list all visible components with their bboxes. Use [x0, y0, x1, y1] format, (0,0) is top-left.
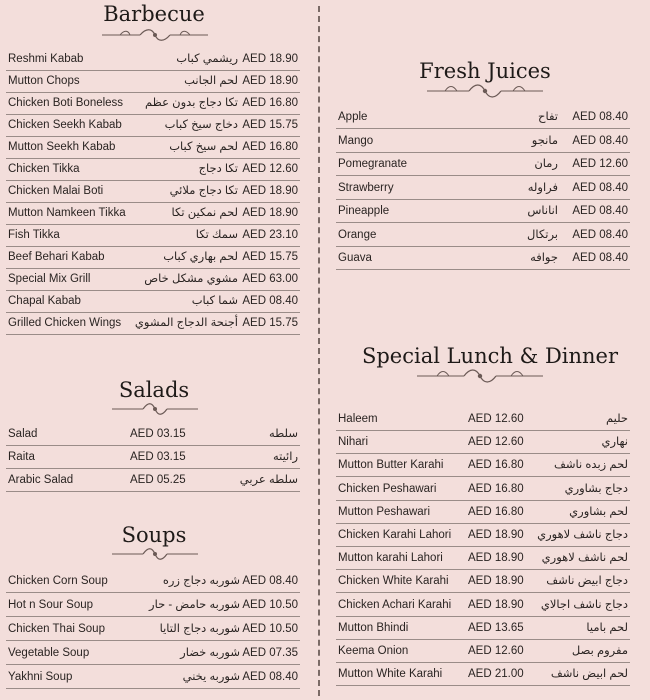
barbecue-section	[0, 0, 310, 340]
menu-row	[336, 549, 630, 570]
item-price: AED 18.90	[468, 598, 524, 611]
item-price: AED 15.75	[242, 251, 298, 263]
lunch-section	[330, 340, 640, 700]
column-divider	[318, 6, 320, 696]
menu-row	[336, 132, 630, 153]
menu-row	[6, 204, 300, 225]
menu-row	[336, 665, 630, 686]
item-name: Fish Tikka	[8, 229, 60, 241]
menu-row	[6, 270, 300, 291]
item-price: AED 08.40	[572, 134, 628, 147]
item-price: AED 18.90	[468, 552, 524, 565]
item-name-arabic: دجاج ناشف اجالاي	[540, 598, 628, 611]
item-name: Arabic Salad	[8, 474, 74, 486]
item-price: AED 15.75	[242, 317, 298, 329]
item-name-arabic: برتكال	[527, 228, 558, 241]
item-name-arabic: رمان	[534, 158, 558, 170]
menu-row	[6, 572, 300, 593]
item-price: AED 18.90	[468, 575, 524, 588]
salads-title: Salads	[118, 378, 190, 402]
menu-row	[336, 202, 630, 223]
item-name-arabic: شما كباب	[191, 295, 238, 307]
item-name: Pineapple	[338, 205, 390, 217]
menu-row	[6, 425, 300, 446]
item-name: Mutton Seekh Kabab	[8, 141, 116, 153]
item-name: Chicken Peshawari	[338, 482, 437, 495]
item-name-arabic: شوربه دجاج التايا	[159, 623, 240, 635]
menu-row	[336, 526, 630, 547]
menu-row	[6, 116, 300, 137]
menu-row	[6, 72, 300, 93]
item-name: Pomegranate	[338, 158, 408, 170]
item-name-arabic: دجاج بشاوري	[564, 482, 628, 495]
item-name: Chapal Kabab	[8, 295, 81, 307]
item-price: AED 23.10	[242, 229, 298, 241]
item-price: AED 12.60	[468, 645, 524, 657]
item-name-arabic: مانجو	[531, 134, 558, 147]
item-name-arabic: لحم ابيض ناشف	[550, 668, 628, 681]
ornament-divider-icon	[110, 547, 200, 561]
item-name-arabic: ريشمي كباب	[176, 53, 238, 65]
item-name: Orange	[338, 228, 377, 241]
item-price: AED 10.50	[242, 623, 298, 635]
lunch-title: Special Lunch & Dinner	[361, 344, 619, 368]
item-name: Chicken Corn Soup	[8, 575, 108, 587]
item-name-arabic: شوربه خضار	[180, 647, 240, 659]
item-price: AED 12.60	[468, 436, 524, 449]
item-name-arabic: شوربه دجاج زره	[162, 575, 240, 587]
menu-row	[6, 50, 300, 71]
item-price: AED 08.40	[572, 205, 628, 217]
item-name: Mutton karahi Lahori	[338, 552, 443, 565]
menu-row	[6, 644, 300, 665]
item-price: AED 18.90	[242, 53, 298, 65]
item-name: Chicken Malai Boti	[8, 185, 104, 197]
item-price: AED 18.90	[242, 207, 298, 219]
ornament-divider-icon	[100, 28, 210, 42]
item-name: Nihari	[338, 436, 369, 449]
item-name-arabic: جوافه	[530, 252, 558, 264]
item-price: AED 18.90	[242, 75, 298, 87]
item-name: Hot n Sour Soup	[8, 599, 94, 611]
item-name-arabic: مفروم بصل	[571, 645, 628, 657]
menu-row	[336, 456, 630, 477]
menu-row	[6, 182, 300, 203]
item-name-arabic: رائيته	[272, 451, 298, 463]
item-name: Apple	[338, 111, 368, 123]
menu-row	[6, 620, 300, 641]
item-price: AED 03.15	[130, 428, 186, 440]
item-name-arabic: دجاج ناشف لاهوري	[537, 529, 628, 541]
item-name-arabic: مشوي مشكل خاص	[144, 273, 238, 285]
menu-row	[6, 160, 300, 181]
item-name-arabic: لحم زبده ناشف	[553, 459, 628, 472]
item-price: AED 18.90	[468, 529, 524, 541]
item-name: Mutton White Karahi	[338, 668, 443, 681]
item-name: Chicken Seekh Kabab	[8, 119, 122, 131]
item-name: Special Mix Grill	[8, 273, 91, 285]
item-name: Chicken White Karahi	[338, 575, 449, 588]
item-name: Haleem	[338, 413, 378, 425]
item-name-arabic: سمك تكا	[195, 229, 238, 241]
item-price: AED 13.65	[468, 621, 524, 634]
ornament-divider-icon	[110, 402, 200, 416]
item-name-arabic: دخاج سيخ كباب	[164, 119, 238, 131]
menu-row	[6, 94, 300, 115]
item-price: AED 12.60	[468, 413, 524, 425]
item-name-arabic: شوربه حامض - حار	[149, 599, 240, 611]
menu-row	[336, 642, 630, 663]
item-price: AED 08.40	[242, 671, 298, 683]
item-price: AED 16.80	[468, 459, 524, 472]
item-name: Salad	[8, 428, 38, 440]
menu-row	[6, 314, 300, 335]
item-name-arabic: لحم سيخ كباب	[169, 141, 238, 153]
item-name: Yakhni Soup	[8, 671, 73, 683]
menu-row	[336, 155, 630, 176]
item-name-arabic: دجاج ابيض ناشف	[546, 575, 628, 588]
menu-row	[6, 226, 300, 247]
item-name: Chicken Karahi Lahori	[338, 529, 452, 541]
menu-row	[6, 292, 300, 313]
item-name-arabic: اناناس	[527, 205, 558, 217]
item-price: AED 16.80	[242, 141, 298, 153]
ornament-divider-icon	[425, 83, 545, 99]
menu-row	[336, 619, 630, 640]
item-price: AED 63.00	[242, 273, 298, 285]
item-price: AED 10.50	[242, 599, 298, 611]
item-name: Vegetable Soup	[8, 647, 90, 659]
menu-row	[336, 480, 630, 501]
menu-row	[6, 138, 300, 159]
item-name: Chicken Boti Boneless	[8, 97, 124, 109]
menu-row	[336, 433, 630, 454]
item-name-arabic: نهاري	[601, 436, 628, 449]
soups-section	[0, 515, 310, 700]
menu-row	[6, 248, 300, 269]
item-name: Mutton Chops	[8, 75, 80, 87]
item-name: Chicken Tikka	[8, 163, 80, 175]
item-name: Raita	[8, 451, 35, 463]
item-price: AED 07.35	[242, 647, 298, 659]
item-name: Beef Behari Kabab	[8, 251, 105, 263]
juices-title: Fresh Juices	[419, 59, 551, 83]
item-name: Mutton Bhindi	[338, 621, 409, 634]
item-price: AED 16.80	[468, 482, 524, 495]
menu-row	[336, 596, 630, 617]
item-name-arabic: لحم نمكين تكا	[171, 207, 238, 219]
salads-section	[0, 370, 310, 500]
item-name-arabic: لحم باميا	[586, 621, 628, 634]
item-price: AED 21.00	[468, 668, 524, 681]
item-name-arabic: تكا دجاج ملائي	[169, 185, 238, 197]
item-name-arabic: لحم بهاري كباب	[163, 251, 238, 263]
soups-title: Soups	[121, 523, 187, 547]
item-price: AED 08.40	[572, 111, 628, 123]
item-name: Mango	[338, 134, 374, 147]
menu-row	[336, 226, 630, 247]
item-price: AED 08.40	[242, 575, 298, 587]
item-name-arabic: حليم	[605, 413, 628, 425]
menu-row	[336, 108, 630, 129]
item-name-arabic: لحم بشاوري	[569, 505, 628, 518]
item-price: AED 05.25	[130, 474, 186, 486]
menu-row	[336, 249, 630, 270]
item-price: AED 08.40	[242, 295, 298, 307]
menu-row	[6, 668, 300, 689]
barbecue-title: Barbecue	[103, 2, 205, 26]
juices-section	[330, 55, 640, 275]
menu-row	[6, 448, 300, 469]
item-name-arabic: لحم الجانب	[184, 75, 238, 87]
item-name: Mutton Butter Karahi	[338, 459, 444, 472]
item-price: AED 12.60	[242, 163, 298, 175]
item-name: Keema Onion	[338, 645, 409, 657]
item-name: Guava	[338, 252, 372, 264]
item-name: Chicken Achari Karahi	[338, 598, 452, 611]
item-name: Mutton Peshawari	[338, 505, 431, 518]
item-price: AED 08.40	[572, 228, 628, 241]
item-price: AED 16.80	[468, 505, 524, 518]
item-price: AED 16.80	[242, 97, 298, 109]
menu-row	[336, 572, 630, 593]
item-name-arabic: لحم ناشف لاهوري	[541, 552, 628, 565]
menu-row	[6, 596, 300, 617]
item-name-arabic: سلطه	[268, 428, 298, 440]
item-name-arabic: شوربه يخني	[182, 671, 240, 683]
item-name: Reshmi Kabab	[8, 53, 84, 65]
item-price: AED 03.15	[130, 451, 186, 463]
item-name: Chicken Thai Soup	[8, 623, 105, 635]
item-name-arabic: فراوله	[527, 181, 558, 194]
item-name-arabic: أجنحة الدجاج المشوي	[134, 317, 238, 329]
item-name-arabic: تكا دجاج بدون عظم	[145, 97, 238, 109]
item-name-arabic: تكا دجاج	[198, 163, 238, 175]
item-price: AED 12.60	[572, 158, 628, 170]
item-name-arabic: سلطه عربي	[239, 474, 298, 486]
item-price: AED 08.40	[572, 181, 628, 194]
item-name: Strawberry	[338, 181, 394, 194]
item-name: Mutton Namkeen Tikka	[8, 207, 126, 219]
menu-row	[6, 471, 300, 492]
ornament-divider-icon	[415, 368, 545, 384]
item-name-arabic: تفاح	[538, 111, 558, 123]
menu-row	[336, 179, 630, 200]
item-price: AED 08.40	[572, 252, 628, 264]
menu-row	[336, 503, 630, 524]
menu-row	[336, 410, 630, 431]
item-price: AED 15.75	[242, 119, 298, 131]
item-name: Grilled Chicken Wings	[8, 317, 122, 329]
item-price: AED 18.90	[242, 185, 298, 197]
